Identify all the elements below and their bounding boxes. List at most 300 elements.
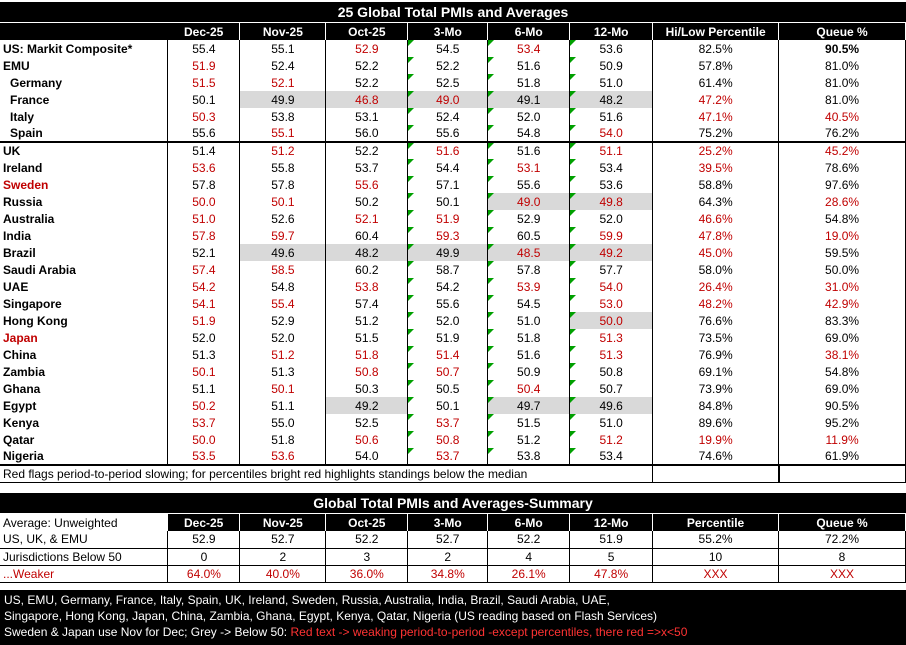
row-label: Kenya (0, 414, 168, 431)
row-label: Russia (0, 193, 168, 210)
summary-row-label: US, UK, & EMU (0, 531, 168, 548)
table-cell: 97.6% (779, 176, 906, 193)
table-cell: 51.3 (168, 346, 240, 363)
table-cell: 51.4 (408, 346, 488, 363)
table-cell: 38.1% (779, 346, 906, 363)
table-row (0, 40, 906, 57)
table-cell: 61.9% (779, 448, 906, 465)
table-cell: 53.1 (488, 159, 570, 176)
table-cell: 76.9% (653, 346, 779, 363)
table-cell: 53.6 (168, 159, 240, 176)
table-cell: 50.1 (408, 193, 488, 210)
table-cell: 52.0 (240, 329, 326, 346)
row-label: UK (0, 142, 168, 159)
table-cell: 81.0% (779, 74, 906, 91)
summary-row (0, 531, 906, 548)
summary-cell: 64.0% (168, 565, 240, 582)
column-header: Dec-25 (168, 23, 240, 40)
table-cell: 54.8 (240, 278, 326, 295)
table-cell: 74.6% (653, 448, 779, 465)
summary-column-header: Dec-25 (168, 514, 240, 531)
table-cell: 46.8 (326, 91, 408, 108)
table-cell: 54.0 (570, 278, 653, 295)
table-cell: 51.9 (408, 329, 488, 346)
table-cell: 53.6 (570, 176, 653, 193)
table-row (0, 244, 906, 261)
table-cell: 45.0% (653, 244, 779, 261)
table-cell: 49.0 (408, 91, 488, 108)
table-cell: 53.4 (570, 448, 653, 465)
table-row (0, 193, 906, 210)
table-cell: 90.5% (779, 397, 906, 414)
table-cell: 54.2 (408, 278, 488, 295)
table-cell: 57.8 (168, 227, 240, 244)
summary-column-header: 3-Mo (408, 514, 488, 531)
table-cell: 57.8 (240, 176, 326, 193)
table-cell: 50.2 (168, 397, 240, 414)
table-cell: 57.7 (570, 261, 653, 278)
table-cell: 51.5 (488, 414, 570, 431)
table-cell: 52.2 (326, 142, 408, 159)
table-cell: 57.8% (653, 57, 779, 74)
summary-column-header: Queue % (779, 514, 906, 531)
summary-row-label: ...Weaker (0, 565, 168, 582)
table-row (0, 125, 906, 142)
column-header: 6-Mo (488, 23, 570, 40)
table-cell: 75.2% (653, 125, 779, 142)
table-cell: 55.0 (240, 414, 326, 431)
table-cell: 47.8% (653, 227, 779, 244)
table-cell: 52.5 (408, 74, 488, 91)
row-label: Ghana (0, 380, 168, 397)
table-cell: 52.1 (168, 244, 240, 261)
table-cell: 54.4 (408, 159, 488, 176)
table-row (0, 142, 906, 159)
table-cell: 52.2 (408, 57, 488, 74)
summary-cell: 34.8% (408, 565, 488, 582)
footer-line-1: US, EMU, Germany, France, Italy, Spain, UK, Ireland, Sweden, Russia, Australia, India, Brazil, Saudi Arabia, UAE, (4, 593, 610, 607)
table-cell: 53.9 (488, 278, 570, 295)
table-cell: 51.8 (326, 346, 408, 363)
table-cell: 52.0 (570, 210, 653, 227)
summary-column-header: Oct-25 (326, 514, 408, 531)
table-cell: 51.2 (488, 431, 570, 448)
table-cell: 55.4 (240, 295, 326, 312)
summary-cell: 36.0% (326, 565, 408, 582)
table-cell: 51.2 (570, 431, 653, 448)
row-label: Brazil (0, 244, 168, 261)
summary-cell: 72.2% (779, 531, 906, 548)
table-cell: 39.5% (653, 159, 779, 176)
table-cell: 57.1 (408, 176, 488, 193)
table-cell: 48.2% (653, 295, 779, 312)
table-row (0, 380, 906, 397)
table-row (0, 397, 906, 414)
table-cell: 58.7 (408, 261, 488, 278)
table-cell: 51.8 (488, 74, 570, 91)
row-label: Japan (0, 329, 168, 346)
table-cell: 50.8 (408, 431, 488, 448)
table-cell: 58.0% (653, 261, 779, 278)
table-cell: 57.8 (488, 261, 570, 278)
table-cell: 49.2 (326, 397, 408, 414)
table-cell: 50.0 (168, 431, 240, 448)
table-cell: 78.6% (779, 159, 906, 176)
row-label: China (0, 346, 168, 363)
table-cell: 59.7 (240, 227, 326, 244)
row-label: Egypt (0, 397, 168, 414)
table-cell: 76.6% (653, 312, 779, 329)
table-cell: 19.9% (653, 431, 779, 448)
table-row (0, 108, 906, 125)
column-header: Queue % (779, 23, 906, 40)
table-row (0, 91, 906, 108)
table-cell: 50.6 (326, 431, 408, 448)
table-cell: 69.0% (779, 380, 906, 397)
summary-cell: 52.2 (488, 531, 570, 548)
table-cell: 49.8 (570, 193, 653, 210)
footer-line-3 (4, 624, 902, 640)
summary-cell: 0 (168, 548, 240, 565)
table-cell: 53.6 (570, 40, 653, 57)
summary-title: Global Total PMIs and Averages-Summary (0, 493, 906, 513)
table-cell: 81.0% (779, 57, 906, 74)
table-cell: 53.8 (326, 278, 408, 295)
table-row (0, 210, 906, 227)
table-cell: 50.1 (240, 380, 326, 397)
column-header: Hi/Low Percentile (653, 23, 779, 40)
table-cell: 52.9 (326, 40, 408, 57)
table-cell: 50.2 (326, 193, 408, 210)
table-cell: 76.2% (779, 125, 906, 142)
table-cell: 60.5 (488, 227, 570, 244)
table-cell: 40.5% (779, 108, 906, 125)
table-cell: 50.8 (570, 363, 653, 380)
table-cell: 11.9% (779, 431, 906, 448)
table-cell: 42.9% (779, 295, 906, 312)
table-cell: 51.4 (168, 142, 240, 159)
table-cell: 51.9 (168, 312, 240, 329)
note-empty-cell (653, 465, 779, 483)
row-label: India (0, 227, 168, 244)
table-cell: 47.1% (653, 108, 779, 125)
table-cell: 55.1 (240, 40, 326, 57)
table-cell: 53.8 (488, 448, 570, 465)
table-cell: 59.3 (408, 227, 488, 244)
table-cell: 51.8 (240, 431, 326, 448)
summary-cell: 4 (488, 548, 570, 565)
table-cell: 51.6 (408, 142, 488, 159)
summary-cell: XXX (653, 565, 779, 582)
note-empty-cell (779, 465, 906, 483)
table-cell: 53.5 (168, 448, 240, 465)
table-cell: 51.1 (570, 142, 653, 159)
table-cell: 48.2 (326, 244, 408, 261)
table-cell: 73.9% (653, 380, 779, 397)
table-cell: 51.6 (488, 142, 570, 159)
table-cell: 55.6 (168, 125, 240, 142)
table-cell: 54.0 (570, 125, 653, 142)
summary-row (0, 565, 906, 582)
table-cell: 46.6% (653, 210, 779, 227)
table-cell: 84.8% (653, 397, 779, 414)
row-label: UAE (0, 278, 168, 295)
table-header (0, 23, 906, 40)
table-cell: 95.2% (779, 414, 906, 431)
table-cell: 53.7 (326, 159, 408, 176)
table-cell: 51.9 (168, 57, 240, 74)
table-cell: 69.1% (653, 363, 779, 380)
row-label: Germany (0, 74, 168, 91)
table-cell: 53.4 (570, 159, 653, 176)
table-cell: 58.5 (240, 261, 326, 278)
summary-column-header: Percentile (653, 514, 779, 531)
column-header: Oct-25 (326, 23, 408, 40)
table-cell: 51.6 (488, 57, 570, 74)
footer-notes (0, 590, 906, 645)
table-cell: 61.4% (653, 74, 779, 91)
table-cell: 81.0% (779, 91, 906, 108)
table-row (0, 431, 906, 448)
table-cell: 53.0 (570, 295, 653, 312)
table-cell: 54.5 (408, 40, 488, 57)
table-cell: 50.0 (168, 193, 240, 210)
table-cell: 57.4 (326, 295, 408, 312)
table-cell: 53.7 (408, 414, 488, 431)
summary-cell: 26.1% (488, 565, 570, 582)
row-label: Qatar (0, 431, 168, 448)
table-cell: 50.1 (240, 193, 326, 210)
table-cell: 51.5 (168, 74, 240, 91)
table-cell: 50.1 (168, 91, 240, 108)
table-cell: 50.5 (408, 380, 488, 397)
table-cell: 50.1 (168, 363, 240, 380)
table-cell: 59.9 (570, 227, 653, 244)
table-cell: 51.0 (570, 74, 653, 91)
table-row (0, 414, 906, 431)
table-cell: 57.8 (168, 176, 240, 193)
table-cell: 53.4 (488, 40, 570, 57)
table-cell: 53.1 (326, 108, 408, 125)
row-label: Italy (0, 108, 168, 125)
table-cell: 51.2 (240, 142, 326, 159)
table-cell: 49.9 (408, 244, 488, 261)
table-cell: 52.2 (326, 74, 408, 91)
table-cell: 49.7 (488, 397, 570, 414)
summary-row (0, 548, 906, 565)
table-cell: 51.1 (168, 380, 240, 397)
table-cell: 51.2 (326, 312, 408, 329)
table-cell: 58.8% (653, 176, 779, 193)
table-cell: 51.3 (570, 346, 653, 363)
table-cell: 51.0 (168, 210, 240, 227)
table-cell: 53.7 (408, 448, 488, 465)
table-cell: 49.0 (488, 193, 570, 210)
table-cell: 69.0% (779, 329, 906, 346)
table-cell: 51.3 (240, 363, 326, 380)
table-cell: 53.6 (240, 448, 326, 465)
table-row (0, 159, 906, 176)
table-cell: 55.6 (408, 295, 488, 312)
summary-table (0, 514, 906, 583)
table-cell: 54.0 (326, 448, 408, 465)
table-cell: 52.6 (240, 210, 326, 227)
summary-column-header: Nov-25 (240, 514, 326, 531)
table-row (0, 227, 906, 244)
table-cell: 50.1 (408, 397, 488, 414)
summary-cell: 8 (779, 548, 906, 565)
table-cell: 49.9 (240, 91, 326, 108)
table-row (0, 261, 906, 278)
summary-row-label: Jurisdictions Below 50 (0, 548, 168, 565)
table-cell: 60.2 (326, 261, 408, 278)
table-cell: 55.6 (326, 176, 408, 193)
table-cell: 55.6 (488, 176, 570, 193)
table-cell: 47.2% (653, 91, 779, 108)
table-cell: 49.2 (570, 244, 653, 261)
summary-cell: XXX (779, 565, 906, 582)
table-cell: 90.5% (779, 40, 906, 57)
summary-cell: 52.7 (408, 531, 488, 548)
table-cell: 54.8% (779, 363, 906, 380)
table-cell: 54.5 (488, 295, 570, 312)
row-label: Zambia (0, 363, 168, 380)
table-cell: 52.1 (240, 74, 326, 91)
pmi-table (0, 23, 906, 483)
row-label: US: Markit Composite* (0, 40, 168, 57)
table-cell: 50.7 (408, 363, 488, 380)
summary-cell: 2 (240, 548, 326, 565)
table-cell: 55.4 (168, 40, 240, 57)
footer-line-3-red: Red text -> weaking period-to-period -except percentiles, there red =>x<50 (290, 625, 688, 639)
table-cell: 89.6% (653, 414, 779, 431)
table-cell: 50.3 (168, 108, 240, 125)
table-cell: 82.5% (653, 40, 779, 57)
row-label: Ireland (0, 159, 168, 176)
table-cell: 50.8 (326, 363, 408, 380)
table-cell: 50.9 (488, 363, 570, 380)
table-cell: 73.5% (653, 329, 779, 346)
table-cell: 53.7 (168, 414, 240, 431)
table-cell: 52.0 (488, 108, 570, 125)
table-cell: 54.1 (168, 295, 240, 312)
footer-line-3-white: Sweden & Japan use Nov for Dec; Grey -> Below 50: (4, 625, 291, 639)
table-row (0, 329, 906, 346)
summary-cell: 51.9 (570, 531, 653, 548)
row-label: Saudi Arabia (0, 261, 168, 278)
summary-cell: 2 (408, 548, 488, 565)
table-cell: 52.4 (240, 57, 326, 74)
table-cell: 55.8 (240, 159, 326, 176)
table-cell: 48.5 (488, 244, 570, 261)
summary-cell: 5 (570, 548, 653, 565)
table-cell: 64.3% (653, 193, 779, 210)
table-cell: 51.3 (570, 329, 653, 346)
table-cell: 51.0 (570, 414, 653, 431)
table-cell: 52.1 (326, 210, 408, 227)
table-row (0, 295, 906, 312)
table-cell: 31.0% (779, 278, 906, 295)
table-cell: 53.8 (240, 108, 326, 125)
summary-cell: 52.9 (168, 531, 240, 548)
table-cell: 54.8 (488, 125, 570, 142)
table-cell: 51.8 (488, 329, 570, 346)
summary-cell: 10 (653, 548, 779, 565)
main-title: 25 Global Total PMIs and Averages (0, 2, 906, 22)
table-cell: 55.1 (240, 125, 326, 142)
summary-cell: 3 (326, 548, 408, 565)
table-cell: 52.0 (168, 329, 240, 346)
table-cell: 45.2% (779, 142, 906, 159)
table-row (0, 74, 906, 91)
table-cell: 50.3 (326, 380, 408, 397)
summary-cell: 47.8% (570, 565, 653, 582)
table-row (0, 176, 906, 193)
summary-header-label: Average: Unweighted (0, 514, 168, 531)
column-header: 3-Mo (408, 23, 488, 40)
summary-cell: 40.0% (240, 565, 326, 582)
table-cell: 52.9 (488, 210, 570, 227)
table-cell: 52.2 (326, 57, 408, 74)
note-text: Red flags period-to-period slowing; for percentiles bright red highlights standings below the median (0, 465, 653, 483)
table-cell: 57.4 (168, 261, 240, 278)
table-cell: 51.2 (240, 346, 326, 363)
table-cell: 50.0 (570, 312, 653, 329)
table-cell: 26.4% (653, 278, 779, 295)
note-row (0, 465, 906, 483)
summary-column-header: 6-Mo (488, 514, 570, 531)
table-row (0, 57, 906, 74)
table-cell: 56.0 (326, 125, 408, 142)
table-cell: 48.2 (570, 91, 653, 108)
row-label: France (0, 91, 168, 108)
row-label: Singapore (0, 295, 168, 312)
row-label: Sweden (0, 176, 168, 193)
table-cell: 59.5% (779, 244, 906, 261)
table-cell: 55.6 (408, 125, 488, 142)
table-cell: 50.0% (779, 261, 906, 278)
table-cell: 50.7 (570, 380, 653, 397)
table-cell: 25.2% (653, 142, 779, 159)
row-label: Hong Kong (0, 312, 168, 329)
row-label: Australia (0, 210, 168, 227)
table-cell: 54.8% (779, 210, 906, 227)
column-header: Nov-25 (240, 23, 326, 40)
table-cell: 50.4 (488, 380, 570, 397)
table-cell: 54.2 (168, 278, 240, 295)
row-label: Nigeria (0, 448, 168, 465)
table-cell: 52.5 (326, 414, 408, 431)
table-row (0, 448, 906, 465)
row-label: Spain (0, 125, 168, 142)
table-cell: 49.6 (570, 397, 653, 414)
table-cell: 28.6% (779, 193, 906, 210)
summary-column-header: 12-Mo (570, 514, 653, 531)
summary-cell: 52.7 (240, 531, 326, 548)
table-row (0, 312, 906, 329)
table-cell: 51.6 (570, 108, 653, 125)
table-row (0, 346, 906, 363)
footer-line-2: Singapore, Hong Kong, Japan, China, Zambia, Ghana, Egypt, Kenya, Qatar, Nigeria (US reading based on Flash Services) (4, 609, 658, 623)
table-cell: 51.0 (488, 312, 570, 329)
table-cell: 49.6 (240, 244, 326, 261)
table-cell: 51.9 (408, 210, 488, 227)
table-cell: 52.4 (408, 108, 488, 125)
header-blank (0, 23, 168, 40)
table-cell: 19.0% (779, 227, 906, 244)
table-cell: 51.6 (488, 346, 570, 363)
summary-cell: 55.2% (653, 531, 779, 548)
